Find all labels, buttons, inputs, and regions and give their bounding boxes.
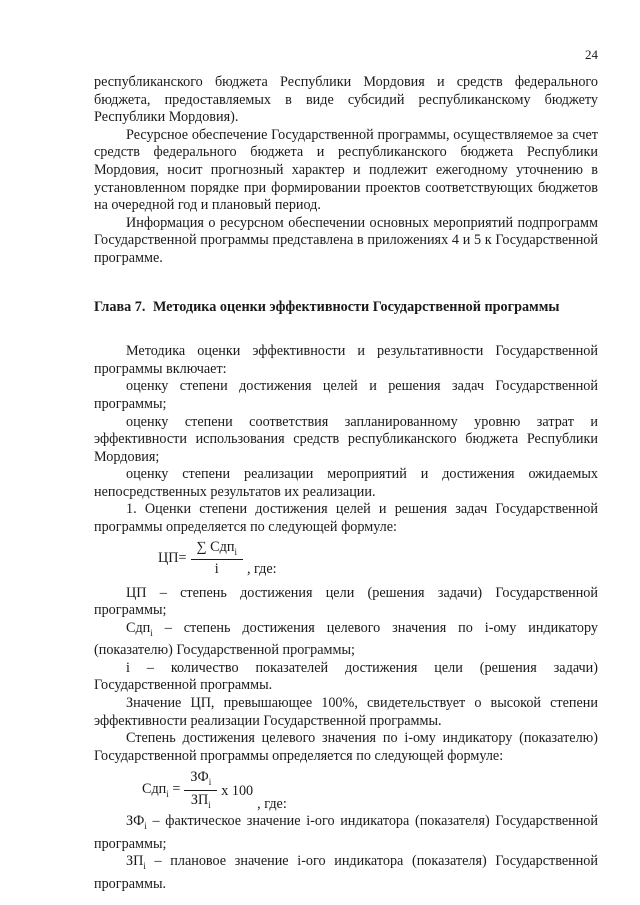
formula-tail: , где: [246, 560, 277, 577]
formula-denominator: i [214, 561, 219, 578]
formula-multiplier: x 100 [221, 782, 254, 799]
paragraph: Значение ЦП, превышающее 100%, свидетельствует о высокой степени эффективности реализации Государственной программы. [94, 695, 598, 729]
formula-fraction [191, 539, 243, 579]
paragraph: ЦП – степень достижения цели (решения задачи) Государственной программы; [94, 584, 598, 619]
formula-sdp [94, 767, 598, 813]
paragraph: $ЗП_i$ – плановое значение i-ого индикатора (показателя) Государственной программы. [94, 853, 598, 892]
chapter-title: Методика оценки эффективности Государственной программы [152, 298, 560, 315]
paragraph: республиканского бюджета Республики Мордовия и средств федерального бюджета, предоставляемых в виде субсидий республиканскому бюджету Республики Мордовия). [94, 74, 598, 126]
chapter-number: Глава 7. [94, 298, 146, 315]
formula-denominator: $ЗП_i$ [190, 792, 211, 811]
paragraph: Ресурсное обеспечение Государственной программы, осуществляемое за счет средств федерального бюджета и республиканского бюджета Республики Мордовия, носит прогнозный характер и подлежит ежегодному уточнению в установленном порядке при формировании проектов соответствующих бюджетов на очередной год и плановый период. [94, 126, 598, 214]
paragraph: 1. Оценки степени достижения целей и решения задач Государственной программы определяется по следующей формуле: [94, 501, 598, 536]
paragraph: оценку степени реализации мероприятий и достижения ожидаемых непосредственных результатов их реализации. [94, 466, 598, 500]
paragraph: Степень достижения целевого значения по i-ому индикатору (показателю) Государственной программы определяется по следующей формуле: [94, 730, 598, 764]
page-number: 24 [585, 47, 598, 62]
formula-numerator: $ЗФ_i$ [184, 769, 217, 791]
paragraph: i – количество показателей достижения цели (решения задачи) Государственной программы. [94, 659, 598, 694]
paragraph: оценку степени достижения целей и решения задач Государственной программы; [94, 378, 598, 412]
paragraph: Методика оценки эффективности и результативности Государственной программы включает: [94, 343, 598, 377]
formula-lhs: Сдп$_i$ = [142, 780, 181, 799]
formula-cp [94, 539, 598, 581]
formula-fraction [184, 769, 217, 814]
formula-lhs: ЦП= [158, 549, 187, 566]
paragraph: оценку степени соответствия запланированному уровню затрат и эффективности использования средств республиканского бюджета Республики Мордовия; [94, 413, 598, 465]
chapter-heading [94, 299, 598, 317]
paragraph: Информация о ресурсном обеспечении основных мероприятий подпрограмм Государственной программы представлена в приложениях 4 и 5 к Государственной программе. [94, 214, 598, 266]
formula-tail: , где: [257, 796, 287, 813]
formula-numerator: ∑ Сдп$_i$ [191, 539, 243, 561]
paragraph: Сдп$_i$ – степень достижения целевого значения по i-ому индикатору (показателю) Государственной программы; [94, 619, 598, 659]
paragraph: $ЗФ_i$ – фактическое значение i-ого индикатора (показателя) Государственной программы; [94, 813, 598, 852]
